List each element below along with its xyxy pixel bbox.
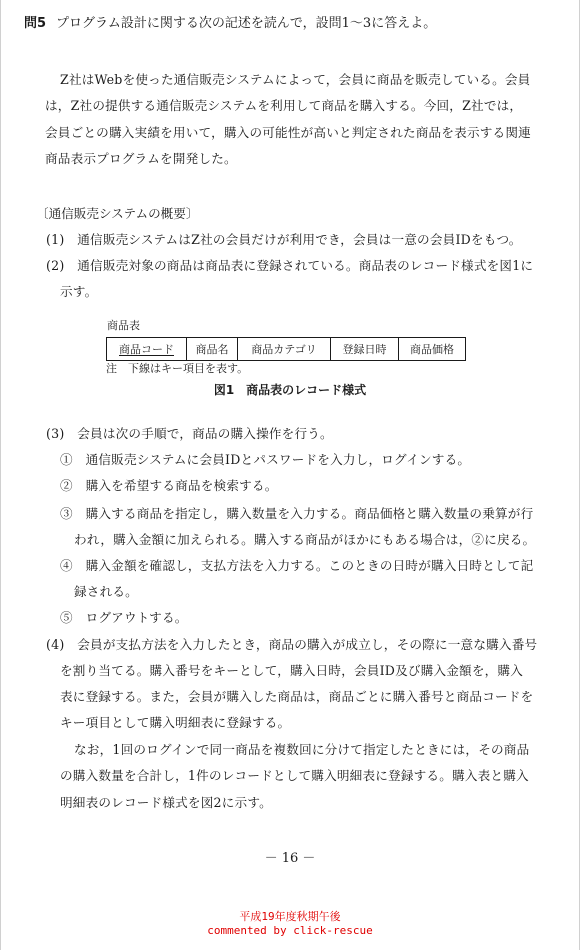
step-line: ② 購入を希望する商品を検索する。 <box>60 478 278 493</box>
item-4-line: 明細表のレコード様式を図2に示す。 <box>60 795 272 810</box>
item-3: (3) 会員は次の手順で，商品の購入操作を行う。 <box>46 426 333 441</box>
item-4-line: 表に登録する。また，会員が購入した商品は，商品ごとに購入番号と商品コードを <box>60 689 534 704</box>
question-heading <box>24 15 436 33</box>
stamp-credit: commented by click-rescue <box>207 924 373 937</box>
intro-line: 商品表示プログラムを開発した。 <box>45 151 237 166</box>
step-line-continued: 録される。 <box>74 584 138 599</box>
stamp-year: 平成19年度秋期午後 <box>239 910 341 923</box>
question-title: プログラム設計に関する次の記述を読んで，設問1～3に答えよ。 <box>56 16 437 31</box>
step-line: ① 通信販売システムに会員IDとパスワードを入力し，ログインする。 <box>60 452 471 467</box>
item-2-continued: 示す。 <box>60 284 98 299</box>
step-line: ④ 購入金額を確認し，支払方法を入力する。このときの日時が購入日時として記 <box>60 558 534 573</box>
step-line: ⑤ ログアウトする。 <box>60 610 188 625</box>
figure-caption: 図1 商品表のレコード様式 <box>213 383 367 397</box>
item-4-line: なお，1回のログインで同一商品を複数回に分けて指定したときには，その商品 <box>74 742 530 757</box>
item-4-line: キー項目として購入明細表に登録する。 <box>60 715 291 730</box>
intro-line: 会員ごとの購入実績を用いて，購入の可能性が高いと判定された商品を表示する関連 <box>45 125 531 140</box>
field-registered-at: 登録日時 <box>331 338 399 360</box>
item-4: (4) 会員が支払方法を入力したとき，商品の購入が成立し，その際に一意な購入番号 <box>46 637 538 652</box>
field-product-category: 商品カテゴリ <box>238 338 331 360</box>
field-product-name: 商品名 <box>187 338 238 360</box>
intro-line: は，Z社の提供する通信販売システムを利用して商品を購入する。今回，Z社では， <box>45 98 523 113</box>
record-layout-table <box>106 337 466 361</box>
key-field-label: 商品コード <box>119 343 174 356</box>
item-2: (2) 通信販売対象の商品は商品表に登録されている。商品表のレコード様式を図1に <box>46 258 534 273</box>
step-line: ③ 購入する商品を指定し，購入数量を入力する。商品価格と購入数量の乗算が行 <box>60 506 534 521</box>
left-border <box>0 0 1 950</box>
item-4-line: の購入数量を合計し，1件のレコードとして購入明細表に登録する。購入表と購入 <box>60 768 529 783</box>
page-number: － 16 － <box>264 851 316 866</box>
step-line-continued: われ，購入金額に加えられる。購入する商品がほかにもある場合は，②に戻る。 <box>74 532 536 547</box>
field-product-price: 商品価格 <box>410 343 454 356</box>
field-product-code <box>107 338 187 360</box>
item-4-line: を割り当てる。購入番号をキーとして，購入日時，会員ID及び購入金額を，購入 <box>60 663 524 678</box>
section-heading: 〔通信販売システムの概要〕 <box>36 206 199 221</box>
figure-note: 注 下線はキー項目を表す。 <box>106 362 249 375</box>
item-1: (1) 通信販売システムはZ社の会員だけが利用でき，会員は一意の会員IDをもつ。 <box>46 232 522 247</box>
table-name-label: 商品表 <box>107 319 140 332</box>
intro-line: Z社はWebを使った通信販売システムによって，会員に商品を販売している。会員 <box>60 72 531 87</box>
question-number: 問5 <box>24 16 47 31</box>
